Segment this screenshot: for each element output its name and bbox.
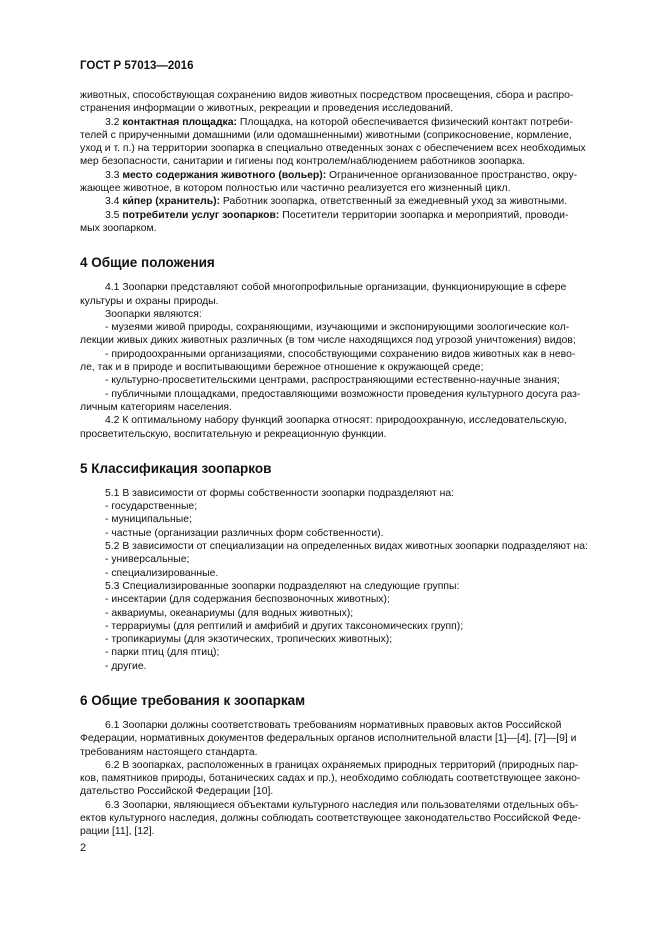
- list-item: - природоохранными организациями, способствующими сохранению видов животных как в нево- ле, так и в природе и воспитывающими бережное отношение к окружающей среде;: [80, 348, 576, 374]
- list-item: - тропикариумы (для экзотических, тропических животных);: [105, 634, 393, 646]
- page-content: [80, 89, 602, 839]
- paragraph-5-3: 5.3 Специализированные зоопарки подразделяют на следующие группы:: [105, 580, 460, 592]
- list-item: - специализированные.: [105, 567, 219, 579]
- list-item: - другие.: [105, 660, 147, 672]
- section-5-heading: 5 Классификация зоопарков: [80, 460, 272, 476]
- document-code: ГОСТ Р 57013—2016: [80, 60, 194, 72]
- list-item: - культурно-просветительскими центрами, распространяющими естественно-научные знания;: [105, 375, 560, 387]
- list-item: - государственные;: [105, 501, 198, 513]
- definition-3-5: 3.5 потребители услуг зоопарков: Посетители территории зоопарка и мероприятий, проводи- мых зоопарком.: [80, 209, 569, 234]
- paragraph-5-1: 5.1 В зависимости от формы собственности зоопарки подразделяют на:: [105, 487, 454, 499]
- term-consumers: потребители услуг зоопарков:: [122, 209, 280, 221]
- paragraph-5-2: 5.2 В зависимости от специализации на определенных видах животных зоопарки подразделяют на:: [105, 541, 588, 553]
- paragraph-3-1-continued: животных, способствующая сохранению видов животных посредством просвещения, сбора и распро- странения информации о животных, рекреации и проведения исследований.: [80, 90, 574, 115]
- section-4-heading: 4 Общие положения: [80, 255, 215, 271]
- zoo-roles-intro: Зоопарки являются:: [105, 308, 202, 320]
- paragraph-4-2: 4.2 К оптимальному набору функций зоопарка относят: природоохранную, исследовательскую, просветительскую, воспитательную и рекреационную функции.: [80, 415, 567, 440]
- list-item: - публичными площадками, предоставляющими возможности проведения культурного досуга раз- личным категориям населения.: [80, 388, 581, 413]
- list-item: - террариумы (для рептилий и амфибий и других таксономических групп);: [105, 620, 464, 632]
- paragraph-6-3: 6.3 Зоопарки, являющиеся объектами культурного наследия или пользователями отдельных объ- ектов культурного наследия, должны соблюдать соответствующее законодательство Российской Феде- рации [11], [12].: [80, 799, 582, 838]
- term-enclosure: место содержания животного (вольер):: [122, 169, 327, 181]
- list-item: - универсальные;: [105, 554, 190, 566]
- list-item: - частные (организации различных форм собственности).: [105, 527, 384, 539]
- page-number: 2: [80, 842, 87, 854]
- term-keeper: ки́пер (хранитель):: [122, 196, 221, 208]
- list-item: - инсектарии (для содержания беспозвоночных животных);: [105, 594, 390, 606]
- paragraph-6-1: 6.1 Зоопарки должны соответствовать требованиям нормативных правовых актов Российской Федерации, нормативных документов федеральных органов исполнительной власти [1]—[4], [7]—[9] и требованиям настоящего стандарта.: [80, 719, 577, 758]
- term-contact-area: контактная площадка:: [122, 116, 237, 128]
- paragraph-6-2: 6.2 В зоопарках, расположенных в границах охраняемых природных территорий (природных пар- ков, памятников природы, ботанических садах и пр.), необходимо соблюдать соответствующее законо- дательство Российской Федерации [10].: [80, 759, 581, 798]
- paragraph-4-1: 4.1 Зоопарки представляют собой многопрофильные организации, функционирующие в сфере культуры и охраны природы.: [80, 282, 567, 307]
- definition-3-4: 3.4 ки́пер (хранитель): Работник зоопарка, ответственный за ежедневный уход за животными.: [105, 196, 568, 208]
- list-item: - аквариумы, океанариумы (для водных животных);: [105, 607, 354, 619]
- list-item: - музеями живой природы, сохраняющими, изучающими и экспонирующими зоологические кол- лекции живых диких животных различных (в том числе находящихся под угрозой уничтожения) видов;: [80, 322, 576, 347]
- list-item: - парки птиц (для птиц);: [105, 647, 220, 659]
- definition-3-2: 3.2 контактная площадка: Площадка, на которой обеспечивается физический контакт потреби- телей с прирученными домашними (или одомашненными) животными (соприкосновение, кормление, уход и т. п.) на территории зоопарка в специально отведенных зонах с обеспечением всех необходимых мер безопасности, санитарии и гигиены под контролем/наблюдением работников зоопарка.: [80, 116, 586, 168]
- list-item: - муниципальные;: [105, 514, 192, 526]
- definition-3-3: 3.3 место содержания животного (вольер): Ограниченное организованное пространство, окру- жающее животное, в котором полностью или частично реализуется его жизненный цикл.: [80, 169, 578, 195]
- section-6-heading: 6 Общие требования к зоопаркам: [80, 692, 306, 708]
